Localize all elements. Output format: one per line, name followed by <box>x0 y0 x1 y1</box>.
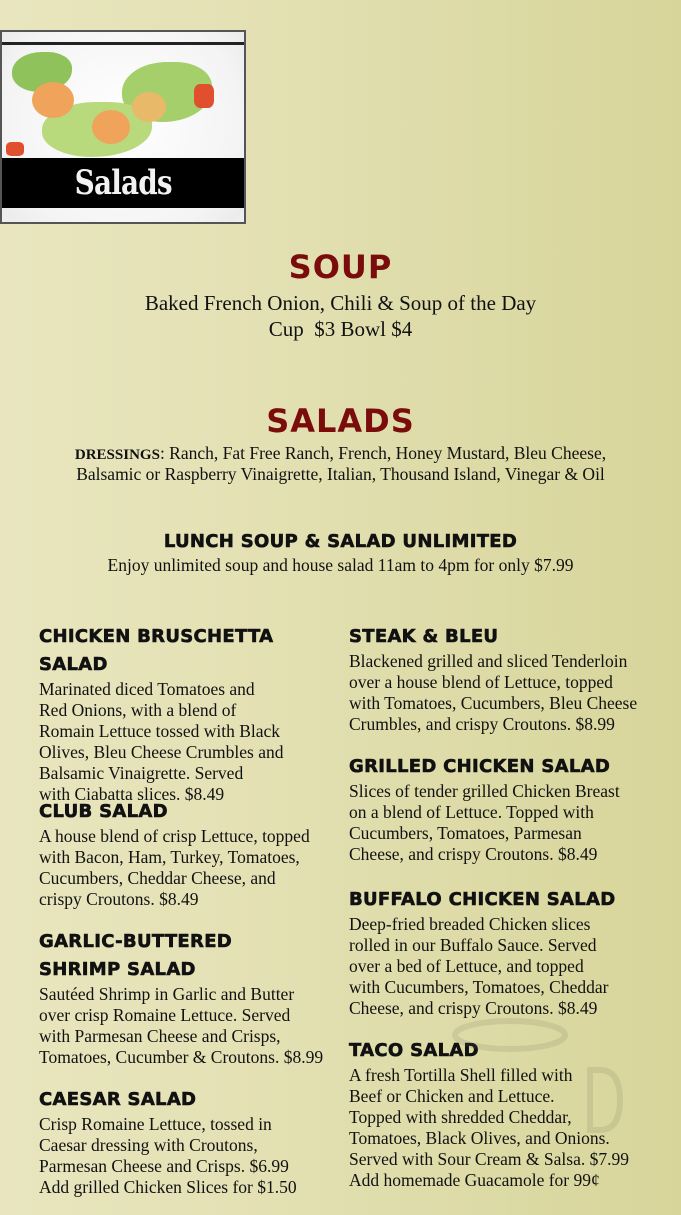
desc-line: Red Onions, with a blend of <box>39 700 237 720</box>
dressings-list-1: : Ranch, Fat Free Ranch, French, Honey Mustard, Bleu Cheese, <box>159 443 607 463</box>
item-name: GRILLED CHICKEN SALAD <box>349 756 611 777</box>
desc-line: Slices of tender grilled Chicken Breast <box>349 781 620 801</box>
salads-heading: SALADS <box>266 402 415 440</box>
lunch-description: Enjoy unlimited soup and house salad 11am to 4pm for only $7.99 <box>107 555 574 575</box>
divider <box>2 42 244 45</box>
tomato-image <box>194 84 214 108</box>
soup-line-2: Cup $3 Bowl $4 <box>268 317 413 341</box>
soup-heading: SOUP <box>288 248 393 286</box>
desc-line: Cheese, and crispy Croutons. $8.49 <box>349 998 598 1018</box>
desc-line: A fresh Tortilla Shell filled with <box>349 1065 573 1085</box>
soup-line-1: Baked French Onion, Chili & Soup of the Day <box>144 291 537 315</box>
desc-line: Parmesan Cheese and Crisps. $6.99 <box>39 1156 289 1176</box>
item-description <box>39 826 339 910</box>
desc-line: Deep-fried breaded Chicken slices <box>349 914 591 934</box>
menu-item-club-salad <box>39 798 339 910</box>
desc-line: Served with Sour Cream & Salsa. $7.99 <box>349 1149 629 1169</box>
desc-line: with Parmesan Cheese and Crisps, <box>39 1026 281 1046</box>
photo-label-band <box>2 158 244 208</box>
item-description <box>349 914 669 1019</box>
item-name: STEAK & BLEU <box>349 626 499 647</box>
desc-line: Topped with shredded Cheddar, <box>349 1107 572 1127</box>
item-name: CAESAR SALAD <box>39 1089 197 1110</box>
desc-line: with Tomatoes, Cucumbers, Bleu Cheese <box>349 693 638 713</box>
desc-line: crispy Croutons. $8.49 <box>39 889 199 909</box>
desc-line: rolled in our Buffalo Sauce. Served <box>349 935 597 955</box>
menu-item-steak-bleu <box>349 623 669 735</box>
desc-line: with Cucumbers, Tomatoes, Cheddar <box>349 977 609 997</box>
item-description <box>39 984 339 1068</box>
desc-line: Cucumbers, Tomatoes, Parmesan <box>349 823 582 843</box>
item-name: BUFFALO CHICKEN SALAD <box>349 889 616 910</box>
desc-line: over a bed of Lettuce, and topped <box>349 956 584 976</box>
desc-line: A house blend of crisp Lettuce, topped <box>39 826 310 846</box>
desc-line: Add homemade Guacamole for 99¢ <box>349 1170 600 1190</box>
shrimp-image <box>32 82 74 118</box>
desc-line: Marinated diced Tomatoes and <box>39 679 255 699</box>
desc-line: Crisp Romaine Lettuce, tossed in <box>39 1114 272 1134</box>
menu-item-caesar-salad <box>39 1086 339 1198</box>
lunch-title: LUNCH SOUP & SALAD UNLIMITED <box>163 531 518 552</box>
item-description <box>39 1114 339 1198</box>
menu-item-grilled-chicken-salad <box>349 753 669 865</box>
menu-item-chicken-bruschetta <box>39 623 339 805</box>
item-description <box>39 679 339 805</box>
desc-line: Crumbles, and crispy Croutons. $8.99 <box>349 714 615 734</box>
tomato-image <box>6 142 24 156</box>
desc-line: with Bacon, Ham, Turkey, Tomatoes, <box>39 847 300 867</box>
desc-line: over a house blend of Lettuce, topped <box>349 672 613 692</box>
desc-line: Beef or Chicken and Lettuce. <box>349 1086 555 1106</box>
desc-line: Caesar dressing with Croutons, <box>39 1135 258 1155</box>
item-name: CLUB SALAD <box>39 801 168 822</box>
desc-line: Balsamic Vinaigrette. Served <box>39 763 244 783</box>
desc-line: Olives, Bleu Cheese Crumbles and <box>39 742 284 762</box>
menu-item-garlic-buttered-shrimp <box>39 928 339 1068</box>
desc-line: Romain Lettuce tossed with Black <box>39 721 281 741</box>
watermark-logo <box>450 1010 650 1150</box>
menu-item-buffalo-chicken-salad <box>349 886 669 1019</box>
desc-line: with Ciabatta slices. $8.49 <box>39 784 225 804</box>
dressings-line-2: Balsamic or Raspberry Vinaigrette, Italian, Thousand Island, Vinegar & Oil <box>76 464 605 484</box>
desc-line: Blackened grilled and sliced Tenderloin <box>349 651 628 671</box>
shrimp-image <box>132 92 166 122</box>
item-name-line-1: GARLIC-BUTTERED <box>39 931 233 952</box>
item-name: TACO SALAD <box>349 1040 479 1061</box>
desc-line: Tomatoes, Cucumber & Croutons. $8.99 <box>39 1047 324 1067</box>
desc-line: over crisp Romaine Lettuce. Served <box>39 1005 291 1025</box>
salads-photo <box>0 30 246 224</box>
desc-line: on a blend of Lettuce. Topped with <box>349 802 594 822</box>
desc-line: Cheese, and crispy Croutons. $8.49 <box>349 844 598 864</box>
shrimp-image <box>92 110 130 144</box>
desc-line: Sautéed Shrimp in Garlic and Butter <box>39 984 295 1004</box>
item-name: CHICKEN BRUSCHETTA SALAD <box>39 626 274 675</box>
item-description <box>349 781 669 865</box>
photo-label: Salads <box>74 163 172 203</box>
dressings-line-1 <box>0 443 681 466</box>
item-name-line-2: SHRIMP SALAD <box>39 959 196 980</box>
desc-line: Tomatoes, Black Olives, and Onions. <box>349 1128 610 1148</box>
item-description <box>349 651 669 735</box>
dressings-label: DRESSINGS <box>74 447 160 463</box>
desc-line: Cucumbers, Cheddar Cheese, and <box>39 868 276 888</box>
desc-line: Add grilled Chicken Slices for $1.50 <box>39 1177 297 1197</box>
